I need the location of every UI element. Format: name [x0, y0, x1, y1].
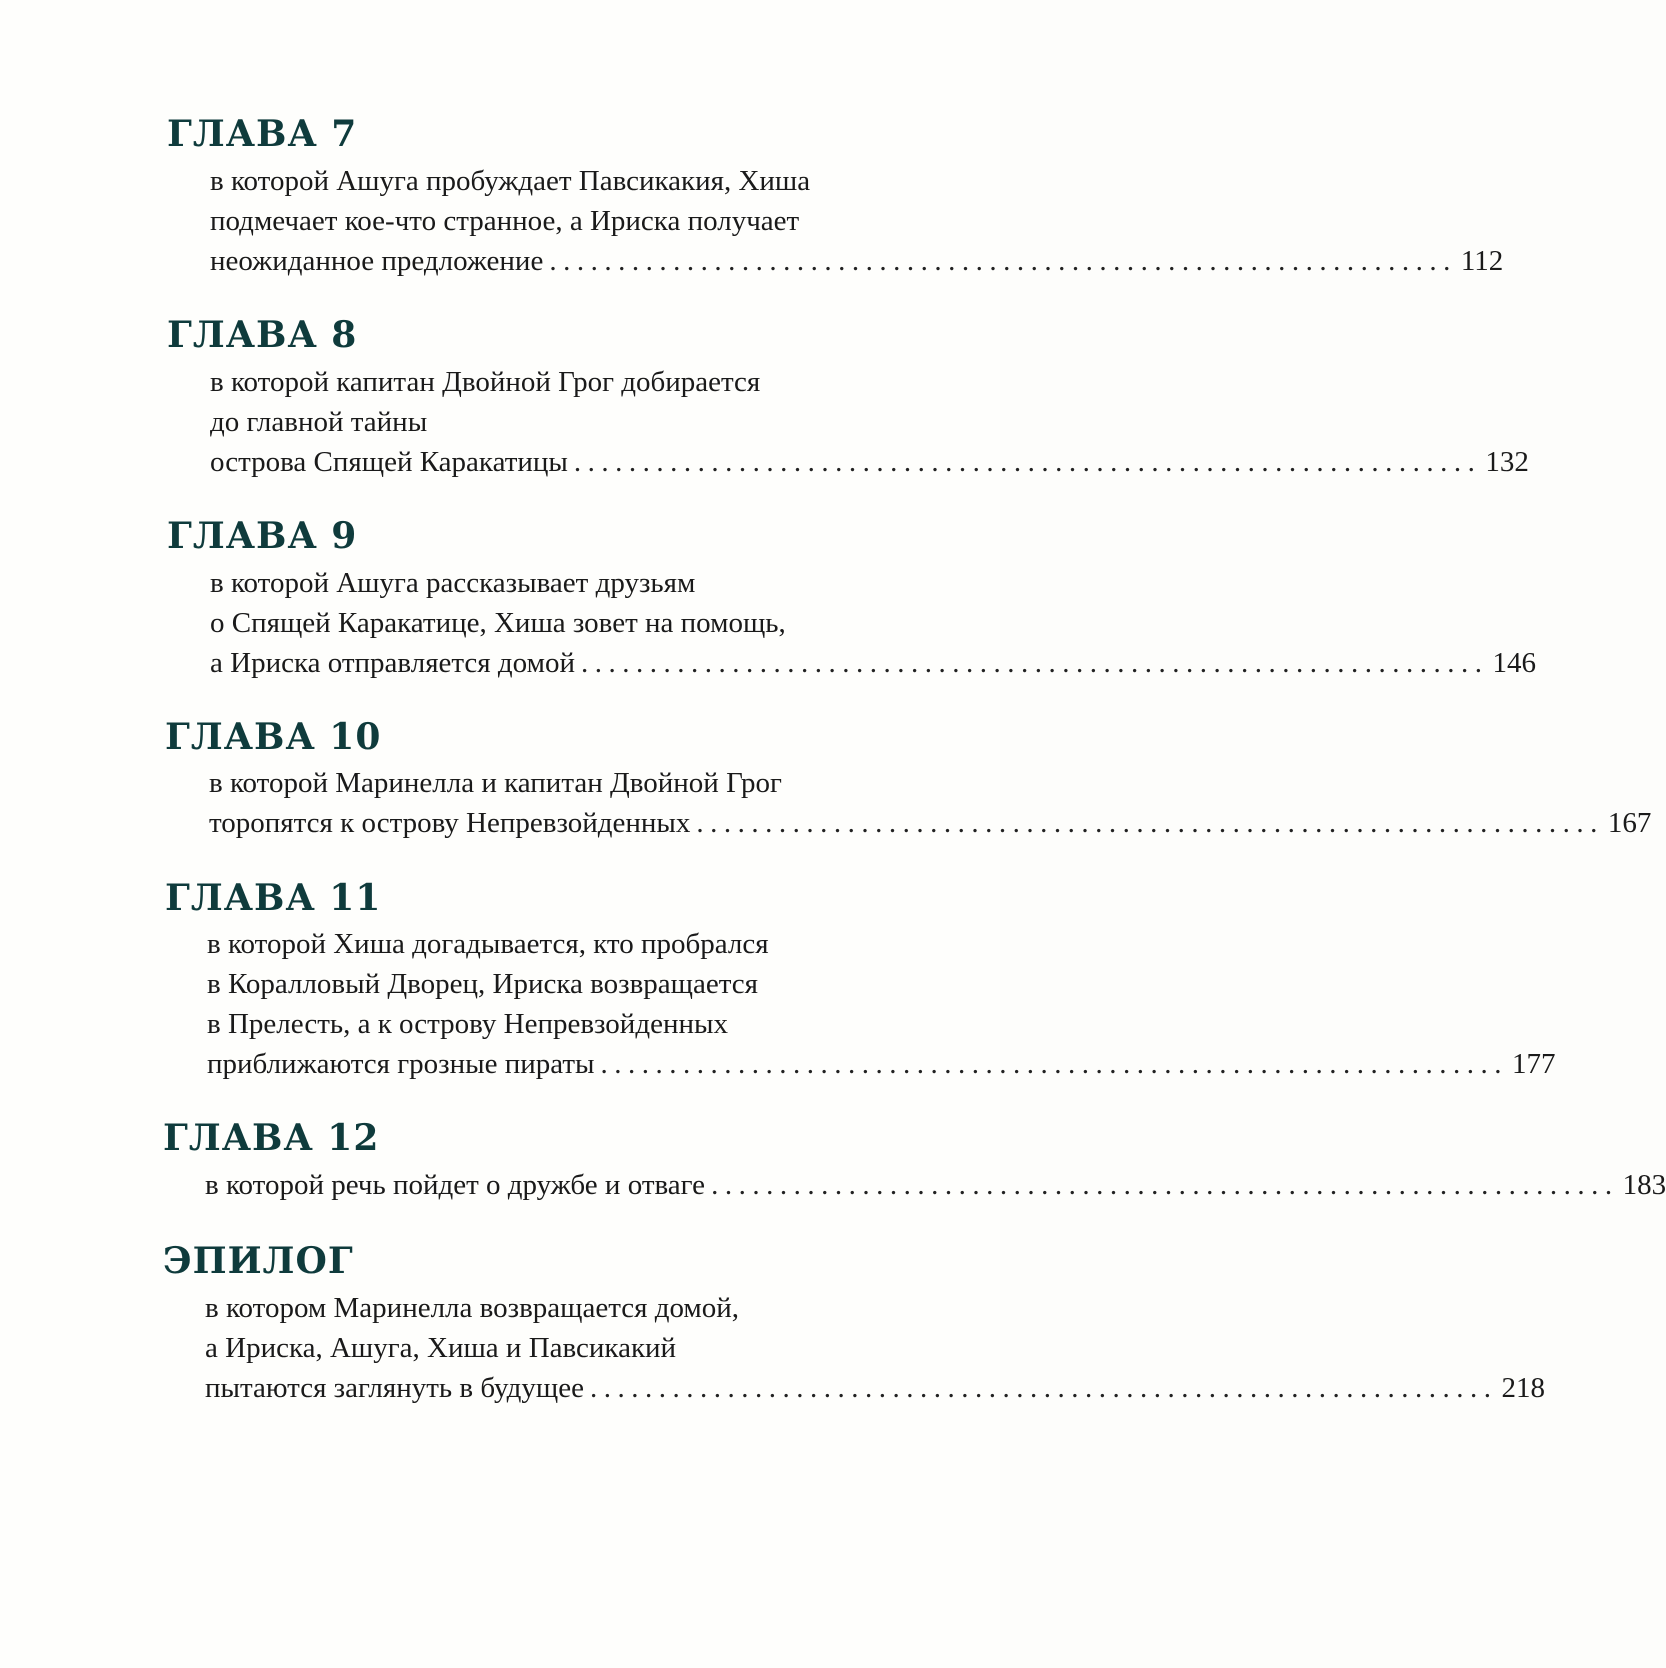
- chapter-description-line: в Прелесть, а к острову Непревзойденных: [207, 1008, 728, 1040]
- page-number: 132: [1485, 446, 1529, 478]
- page-number: 112: [1460, 245, 1504, 277]
- page-number: 167: [1607, 807, 1652, 839]
- chapter-description-line: до главной тайны: [210, 406, 428, 438]
- page-number: 177: [1512, 1048, 1556, 1080]
- chapter-heading: ГЛАВА 7: [167, 113, 358, 155]
- chapter-description-line: в котором Маринелла возвращается домой,: [205, 1292, 740, 1324]
- toc-leader-line: [205, 1369, 1545, 1407]
- dot-leader: ..................................................................: [573, 446, 1482, 478]
- chapter-description-line: в которой Ашуга рассказывает друзьям: [210, 567, 696, 599]
- toc-leader-line: [210, 242, 1504, 280]
- chapter-heading: ГЛАВА 10: [165, 716, 382, 758]
- chapter-description-line: а Ириска, Ашуга, Хиша и Павсикакий: [205, 1332, 677, 1364]
- chapter-description-line: подмечает кое-что странное, а Ириска получает: [210, 205, 800, 237]
- toc-leader-line: [210, 644, 1536, 682]
- chapter-heading: ГЛАВА 9: [167, 515, 358, 557]
- chapter-heading: ГЛАВА 11: [165, 877, 382, 919]
- chapter-heading: ЭПИЛОГ: [163, 1240, 354, 1282]
- chapter-heading: ГЛАВА 8: [167, 314, 358, 356]
- toc-leader-line: [209, 804, 1652, 842]
- chapter-description-line: в Коралловый Дворец, Ириска возвращается: [207, 968, 758, 1000]
- chapter-description-line: в которой капитан Двойной Грог добирается: [210, 366, 761, 398]
- chapter-description-line: в которой Хиша догадывается, кто пробрался: [207, 928, 769, 960]
- dot-leader: ..................................................................: [549, 245, 1457, 277]
- chapter-description-line: в которой Маринелла и капитан Двойной Грог: [209, 767, 782, 799]
- toc-leader-line: [210, 443, 1529, 481]
- chapter-description-line: о Спящей Каракатице, Хиша зовет на помощь,: [210, 607, 786, 639]
- chapter-description-line: пытаются заглянуть в будущее: [205, 1372, 584, 1404]
- toc-leader-line: [205, 1166, 1666, 1204]
- page-number: 218: [1501, 1372, 1545, 1404]
- chapter-heading: ГЛАВА 12: [163, 1117, 380, 1159]
- dot-leader: ..................................................................: [580, 647, 1489, 679]
- dot-leader: ..................................................................: [600, 1048, 1509, 1080]
- page-number: 183: [1622, 1169, 1666, 1201]
- page-number: 146: [1492, 647, 1536, 679]
- chapter-description-line: а Ириска отправляется домой: [210, 647, 575, 679]
- chapter-description-line: приближаются грозные пираты: [207, 1048, 595, 1080]
- chapter-description-line: торопятся к острову Непревзойденных: [209, 807, 691, 839]
- toc-leader-line: [207, 1045, 1556, 1083]
- chapter-description-line: неожиданное предложение: [210, 245, 544, 277]
- dot-leader: ..................................................................: [590, 1372, 1498, 1404]
- chapter-description-line: в которой Ашуга пробуждает Павсикакия, Хиша: [210, 165, 811, 197]
- dot-leader: ..................................................................: [711, 1169, 1619, 1201]
- dot-leader: ..................................................................: [696, 807, 1604, 839]
- chapter-description-line: в которой речь пойдет о дружбе и отваге: [205, 1169, 706, 1201]
- chapter-description-line: острова Спящей Каракатицы: [210, 446, 568, 478]
